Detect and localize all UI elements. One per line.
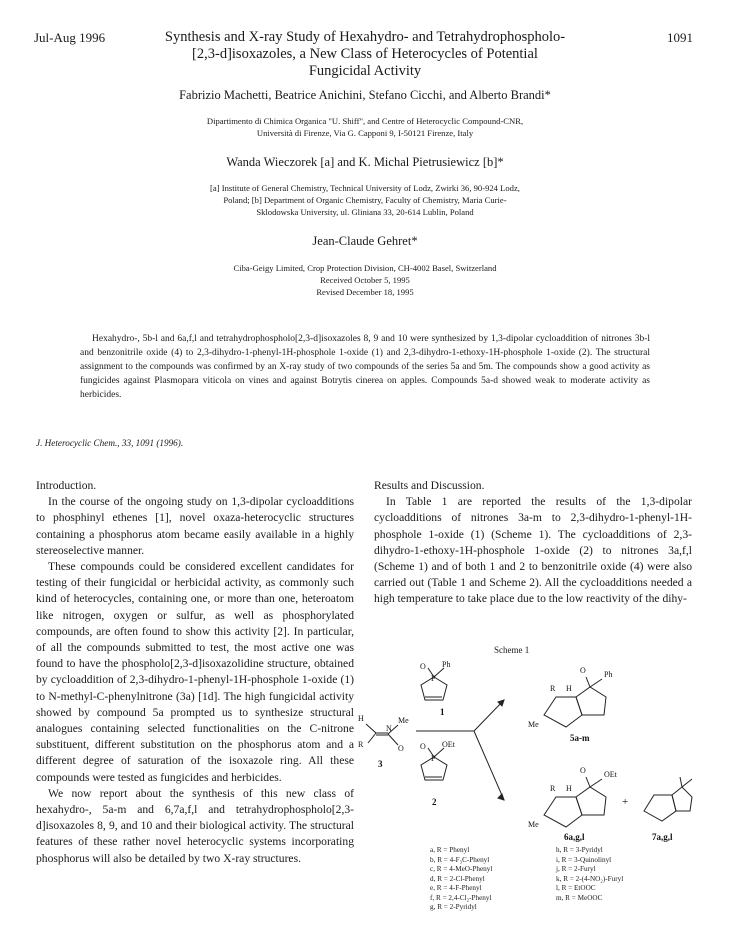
journal-citation — [36, 438, 183, 448]
affiliation-3 — [150, 262, 580, 298]
legend-item: f, R = 2,4-Cl₂-Phenyl — [430, 893, 492, 902]
paragraph: In the course of the ongoing study on 1,3-dipolar cycloadditions to phosphinyl ethenes [1], novel oxaza-heterocyclic structures containing a phosphorus atom became easily available in a highly stereoselective manner. — [36, 495, 354, 557]
author-group-1: Fabrizio Machetti, Beatrice Anichini, Stefano Cicchi, and Alberto Brandi* — [179, 88, 551, 102]
article-title — [120, 29, 610, 80]
legend-item: h, R = 3-Pyridyl — [556, 846, 603, 854]
section-heading-introduction: Introduction. — [36, 479, 97, 492]
substituent-legend-right — [556, 846, 623, 903]
label-r: R — [358, 740, 364, 749]
compound-number-3: 3 — [378, 759, 383, 769]
substituent-legend-left — [430, 846, 492, 913]
label-p: P — [431, 674, 436, 683]
received-date: Received October 5, 1995 — [320, 275, 410, 285]
citation-text: J. Heterocyclic Chem., 33, 1091 (1996). — [36, 438, 184, 448]
label-me: Me — [398, 716, 409, 725]
label-n: N — [386, 724, 392, 733]
title-line: [2,3-d]isoxazoles, a New Class of Heterocycles of Potential — [192, 46, 538, 62]
label-o: O — [420, 662, 426, 671]
compound-number-2: 2 — [432, 797, 437, 807]
reaction-scheme — [354, 655, 694, 845]
left-column — [36, 478, 354, 867]
label-o: O — [580, 766, 586, 775]
label-h: H — [566, 684, 572, 693]
affiliation-line: Università di Firenze, Via G. Capponi 9, I-50121 Firenze, Italy — [256, 128, 474, 138]
abstract: Hexahydro-, 5b-l and 6a,f,l and tetrahydrophospholo[2,3-d]isoxazoles 8, 9 and 10 were synthesized by 1,3-dipolar cycloaddition of nitrones 3b-l and benzonitrile oxide (4) to 2,3-dihydro-1-phenyl-1H-phosphole 1-oxide (1) and 2,3-dihydro-1-ethoxy-1H-phosphole 1-oxide (2). The structural assignment to the compounds was confirmed by an X-ray study of two compounds of the series 5a and 5m. The compounds show a good activity as fungicides against Plasmopara viticola on vines and against Botrytis cinerea on apples. Compounds 5a-d showed weak to moderate activity as herbicides. — [80, 334, 650, 400]
affiliation-1 — [150, 115, 580, 139]
legend-item: m, R = MeOOC — [556, 893, 603, 902]
paragraph: We now report about the synthesis of this new class of hexahydro-, 5a-m and 6,7a,f,l and tetrahydrophospholo[2,3-d]isoxazoles 8, 9, and 10 and their biological activity. The structural features of these rather novel heterocyclic systems incorporating phosphorus will also be detailed by two X-ray structures. — [36, 786, 354, 865]
affiliation-line: [a] Institute of General Chemistry, Technical University of Lodz, Zwirki 36, 90-924 Lodz, — [210, 183, 520, 193]
label-o: O — [398, 744, 404, 753]
legend-item: i, R = 3-Quinolinyl — [556, 855, 612, 864]
compound-number-6: 6a,g,l — [564, 832, 585, 842]
label-p: P — [431, 754, 436, 763]
scheme-title: Scheme 1 — [494, 645, 530, 655]
revised-date: Revised December 18, 1995 — [316, 287, 414, 297]
paragraph: These compounds could be considered excellent candidates for testing of their fungicidal or herbicidal activity, as commonly such kind of heterocycles, containing one, or more than one, heteroatom like nitrogen, oxygen or sulfur, as well as phosphorylated compounds, are often found to show this activity [2]. In particular, of all the compounds submitted to test, the most active one was found to have the phospholo[2,3-d]isoxazolidine structure, obtained by cycloaddition of 2,3-dihydro-1-phenyl-1H-phosphole 1-oxide (1) to N-methyl-C-phenylnitrone (3a) [1d]. The high fungicidal activity showed by compound 5a prompted us to synthesize structural analogues containing selected functionalities on the C-nitrone substituent, different substitution on the phosphorus atom and a different degree of saturation of the isoxazole ring. All these compounds were tested as fungicides and herbicides. — [36, 560, 354, 784]
affiliation-line: Dipartimento di Chimica Organica "U. Shiff", and Centre of Heterocyclic Compound-CNR, — [206, 116, 524, 126]
author-group-2: Wanda Wieczorek [a] and K. Michal Pietrusiewicz [b]* — [226, 155, 504, 169]
page-number: 1091 — [667, 30, 693, 45]
affiliation-2 — [150, 182, 580, 218]
compound-number-7: 7a,g,l — [652, 832, 673, 842]
running-date: Jul-Aug 1996 — [34, 30, 106, 45]
title-line: Synthesis and X-ray Study of Hexahydro- and Tetrahydrophospholo- — [164, 29, 566, 45]
legend-item: l, R = EtOOC — [556, 884, 596, 892]
affiliation-line: Sklodowska University, ul. Gliniana 33, 20-614 Lublin, Poland — [256, 207, 474, 217]
label-o: O — [580, 666, 586, 675]
label-h: H — [566, 784, 572, 793]
legend-item: e, R = 4-F-Phenyl — [430, 884, 482, 892]
label-oet: OEt — [442, 740, 455, 749]
legend-item: j, R = 2-Furyl — [556, 865, 596, 873]
section-heading-results: Results and Discussion. — [374, 479, 485, 492]
right-column — [374, 478, 692, 608]
label-ph: Ph — [604, 670, 613, 679]
label-r: R — [550, 784, 556, 793]
label-me: Me — [528, 720, 539, 729]
legend-item: g, R = 2-Pyridyl — [430, 903, 477, 911]
plus-sign: + — [622, 796, 629, 808]
affiliation-line: Ciba-Geigy Limited, Crop Protection Division, CH-4002 Basel, Switzerland — [233, 263, 497, 273]
compound-number-1: 1 — [440, 707, 445, 717]
affiliation-line: Poland; [b] Department of Organic Chemistry, Faculty of Chemistry, Maria Curie- — [223, 195, 507, 205]
label-oet: OEt — [604, 770, 617, 779]
label-ph: Ph — [442, 660, 451, 669]
compound-number-5: 5a-m — [570, 733, 590, 743]
legend-item: c, R = 4-MeO-Phenyl — [430, 865, 493, 873]
author-group-3: Jean-Claude Gehret* — [312, 234, 418, 248]
title-line: Fungicidal Activity — [308, 63, 422, 79]
paragraph: In Table 1 are reported the results of the 1,3-dipolar cycloadditions of nitrones 3a-m to 2,3-dihydro-1-phenyl-1H-phosphole 1-oxide (1) (Scheme 1). The cycloadditions of 2,3-dihydro-1-ethoxy-1H-phosphole 1-oxide (2) to nitrones 3a,f,l (Scheme 1) and of both 1 and 2 to benzonitrile oxide (4) were also carried out (Table 1 and Scheme 2). All the cycloadditions needed a high temperature to take place due to the low reactivity of the dihy- — [374, 495, 692, 606]
legend-item: k, R = 2-(4-NO₂)-Furyl — [556, 874, 624, 883]
legend-item: d, R = 2-Cl-Phenyl — [430, 874, 485, 883]
legend-item: a, R = Phenyl — [430, 846, 470, 854]
label-h: H — [358, 714, 364, 723]
label-r: R — [550, 684, 556, 693]
label-o: O — [420, 742, 426, 751]
legend-item: b, R = 4-F₃C-Phenyl — [430, 855, 490, 864]
label-me: Me — [528, 820, 539, 829]
